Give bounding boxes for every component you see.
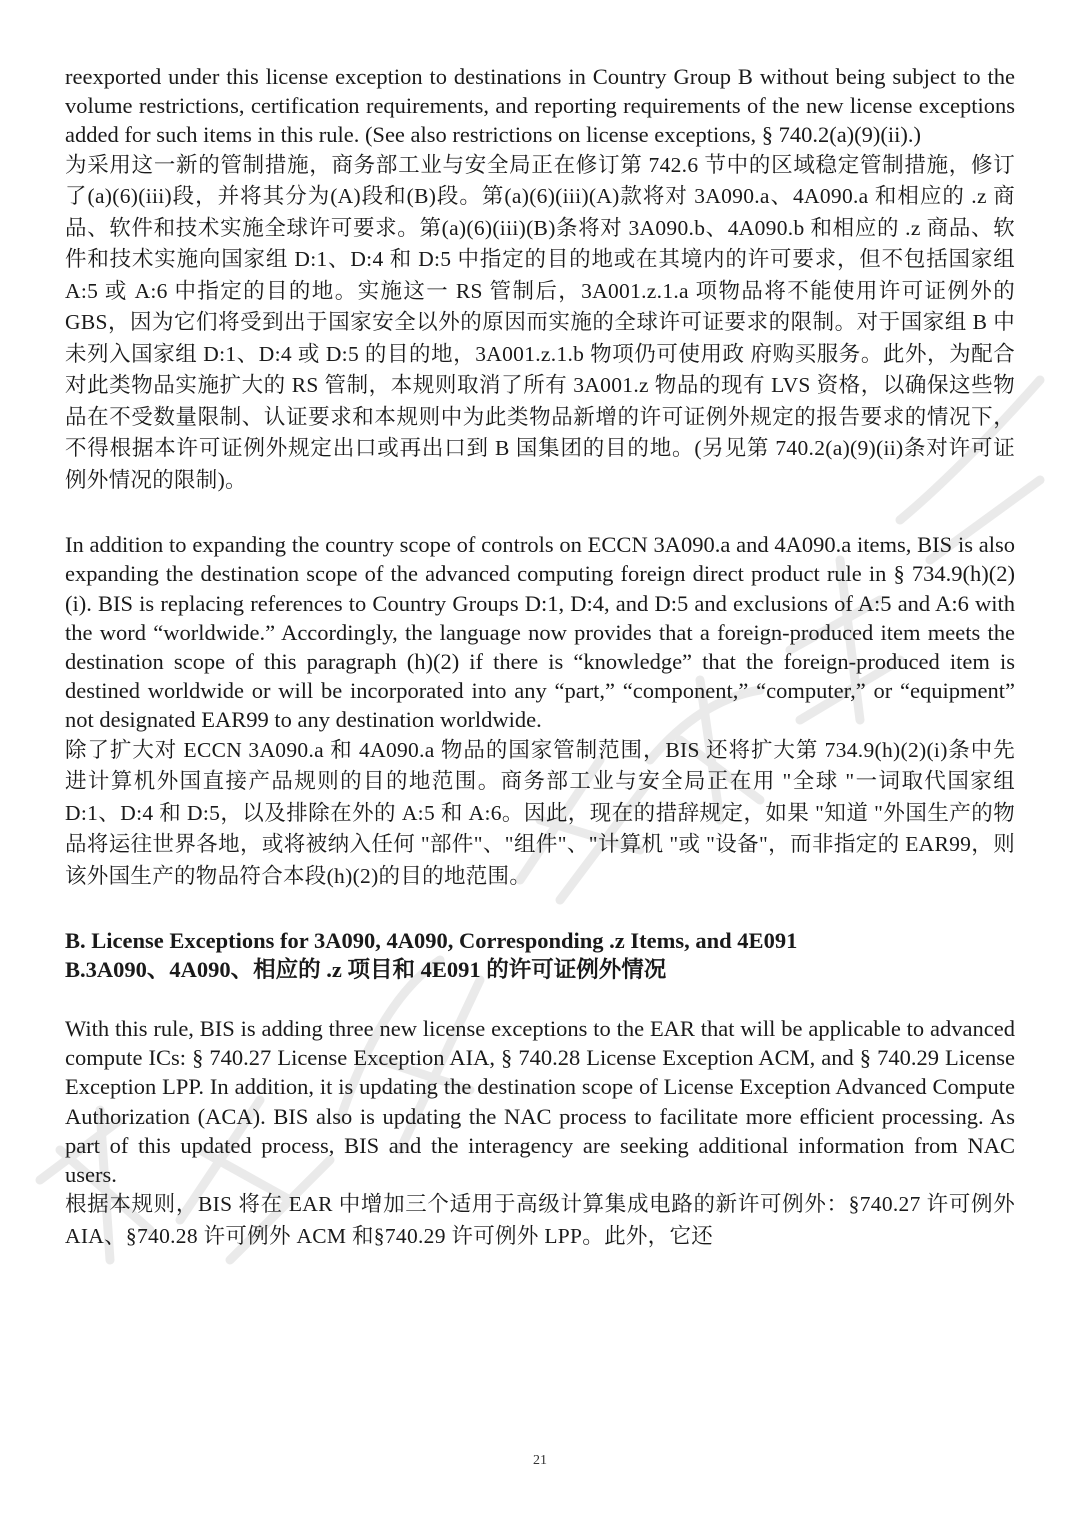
page-number: 21 — [533, 1453, 547, 1468]
paragraph-english-2: In addition to expanding the country scope of controls on ECCN 3A090.a and 4A090.a items, BIS is also expanding the destination scope of the advanced computing foreign direct product rule in § 734.9(h)(2)(i). BIS is replacing references to Country Groups D:1, D:4, and D:5 and exclusions of A:5 and A:6 with the word “worldwide.” Accordingly, the language now provides that a foreign-produced item meets the destination scope of this paragraph (h)(2) if there is “knowledge” that the foreign-produced item is destined worldwide or will be incorporated into any “part,” “component,” “computer,” or “equipment” not designated EAR99 to any destination worldwide. — [65, 532, 1015, 733]
paragraph-spacer — [65, 892, 1015, 926]
section-heading-chinese: B.3A090、4A090、相应的 .z 项目和 4E091 的许可证例外情况 — [65, 957, 667, 983]
paragraph-chinese-2: 除了扩大对 ECCN 3A090.a 和 4A090.a 物品的国家管制范围，BIS 还将扩大第 734.9(h)(2)(i)条中先进计算机外国直接产品规则的目的地范围。商务部工业与安全局正在用 "全球 "一词取代国家组 D:1、D:4 和 D:5，以及排除在外的 A:5 和 A:6。因此，现在的措辞规定，如果 "知道 "外国生产的物品将运往世界各地，或将被纳入任何 "部件"、"组件"、"计算机 "或 "设备"，而非指定的 EAR99，则该外国生产的物品符合本段(h)(2)的目的地范围。 — [65, 737, 1015, 888]
paragraph-chinese-1: 为采用这一新的管制措施，商务部工业与安全局正在修订第 742.6 节中的区域稳定管制措施，修订了(a)(6)(iii)段，并将其分为(A)段和(B)段。第(a)(6)(iii)(A)款将对 3A090.a、4A090.a 和相应的 .z 商品、软件和技术实施全球许可要求。第(a)(6)(iii)(B)条将对 3A090.b、4A090.b 和相应的 .z 商品、软件和技术实施向国家组 D:1、D:4 和 D:5 中指定的目的地或在其境内的许可要求，但不包括国家组 A:5 或 A:6 中指定的目的地。实施这一 RS 管制后，3A001.z.1.a 项物品将不能使用许可证例外的 GBS，因为它们将受到出于国家安全以外的原因而实施的全球许可证要求的限制。对于国家组 B 中未列入国家组 D:1、D:4 或 D:5 的目的地，3A001.z.1.b 物项仍可使用政 府购买服务。此外，为配合对此类物品实施扩大的 RS 管制，本规则取消了所有 3A001.z 物品的现有 LVS 资格，以确保这些物品在不受数量限制、认证要求和本规则中为此类物品新增的许可证例外规定的报告要求的情况下，不得根据本许可证例外规定出口或再出口到 B 国集团的目的地。(另见第 740.2(a)(9)(ii)条对许可证例外情况的限制)。 — [65, 152, 1015, 492]
paragraph-spacer — [65, 984, 1015, 1014]
document-page — [65, 62, 1015, 1252]
paragraph-spacer — [65, 496, 1015, 530]
paragraph-chinese-3: 根据本规则，BIS 将在 EAR 中增加三个适用于高级计算集成电路的新许可例外：§740.27 许可例外 AIA、§740.28 许可例外 ACM 和§740.29 许可例外 LPP。此外，它还 — [65, 1192, 1015, 1248]
section-heading-english: B. License Exceptions for 3A090, 4A090, Corresponding .z Items, and 4E091 — [65, 928, 798, 954]
paragraph-english-1: reexported under this license exception to destinations in Country Group B without being subject to the volume restrictions, certification requirements, and reporting requirements of the new license exceptions added for such items in this rule. (See also restrictions on license exceptions, § 740.2(a)(9)(ii).) — [65, 64, 1015, 148]
paragraph-english-3: With this rule, BIS is adding three new license exceptions to the EAR that will be applicable to advanced compute ICs: § 740.27 License Exception AIA, § 740.28 License Exception ACM, and § 740.29 License Exception LPP. In addition, it is updating the destination scope of License Exception Advanced Compute Authorization (ACA). BIS also is updating the NAC process to facilitate more efficient processing. As part of this updated process, BIS and the interagency are seeking additional information from NAC users. — [65, 1016, 1015, 1188]
